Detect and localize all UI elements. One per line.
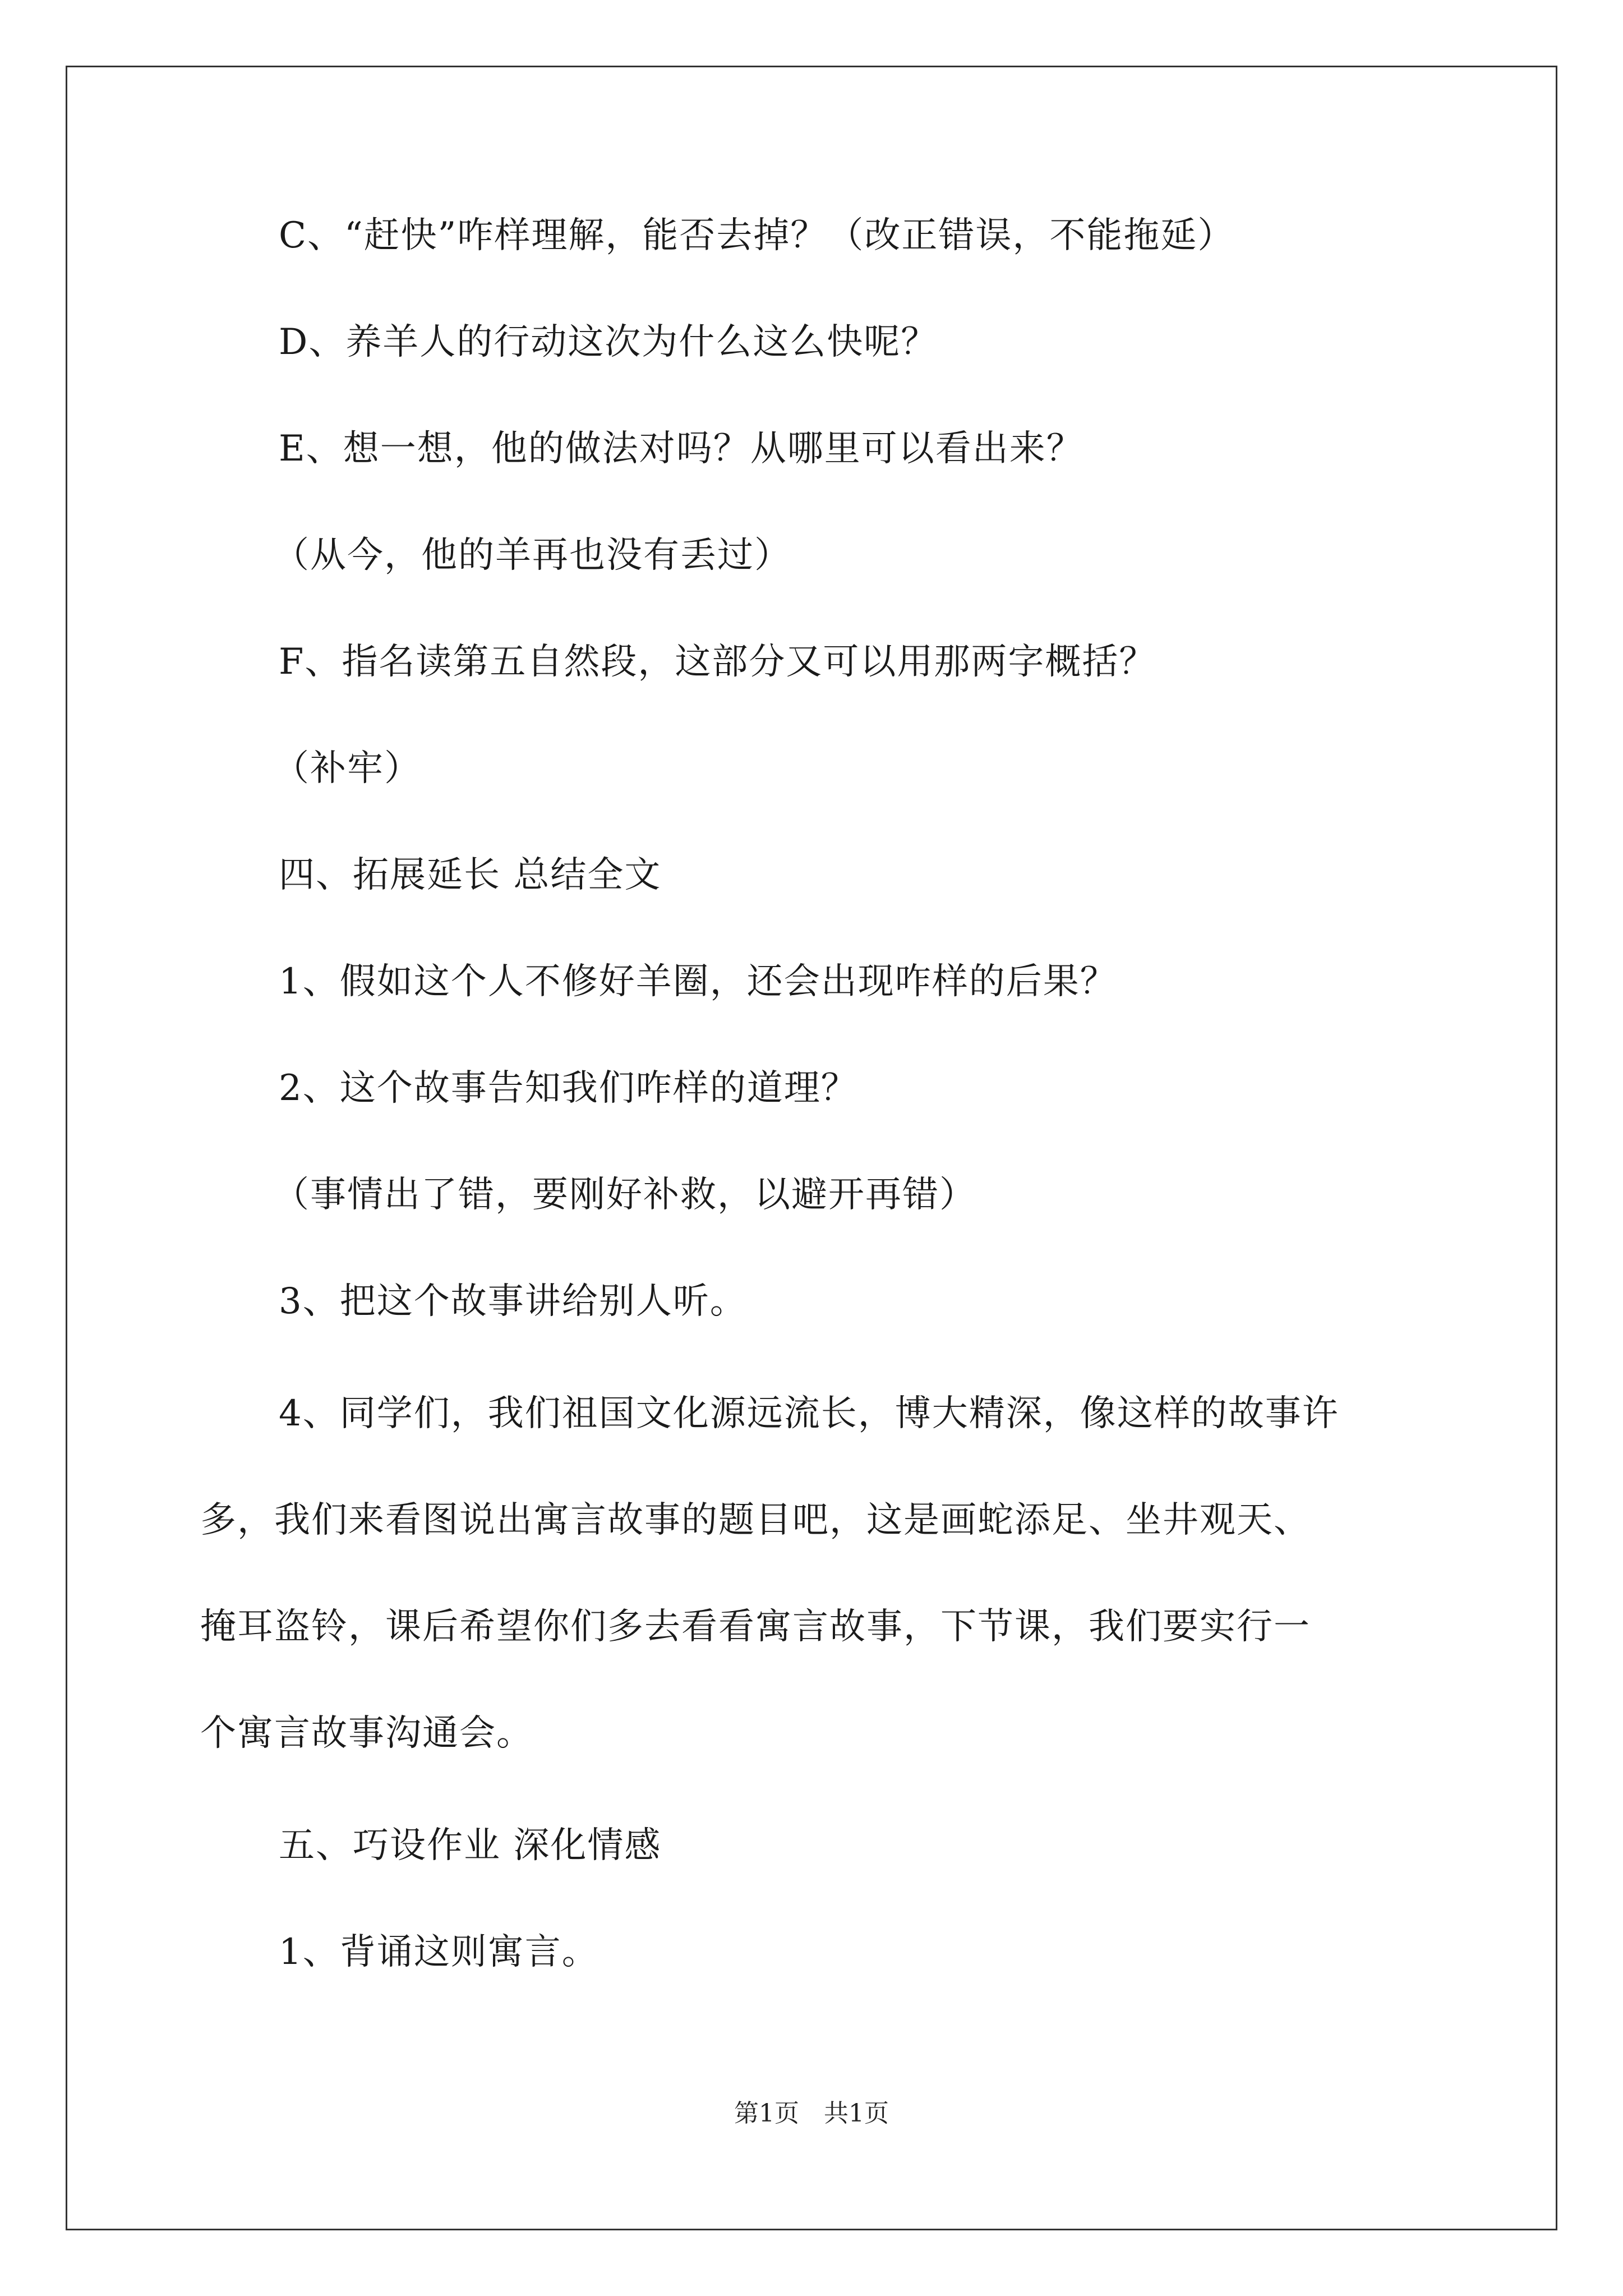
page-number-footer: 第1页 共1页 <box>734 2099 889 2128</box>
text-line-q1: 1、假如这个人不修好羊圈，还会出现咋样的后果？ <box>279 961 1117 1002</box>
section-heading-five: 五、巧设作业 深化情感 <box>279 1825 662 1866</box>
paragraph-line: 4、同学们，我们祖国文化源远流长，博大精深，像这样的故事许 <box>279 1393 1339 1434</box>
text-line-homework-1: 1、背诵这则寓言。 <box>279 1931 599 1973</box>
section-heading-four: 四、拓展延长 总结全文 <box>279 854 662 896</box>
text-line-d: D、养羊人的行动这次为什么这么快呢？ <box>279 321 938 363</box>
text-line-c: C、“赶快”咋样理解，能否去掉？（改正错误，不能拖延） <box>279 215 1235 256</box>
text-line-q3: 3、把这个故事讲给别人听。 <box>279 1281 747 1322</box>
paragraph-line: 多，我们来看图说出寓言故事的题目吧，这是画蛇添足、坐井观天、 <box>200 1499 1311 1541</box>
paragraph-line: 个寓言故事沟通会。 <box>200 1713 533 1754</box>
text-line-f: F、指名读第五自然段，这部分又可以用那两字概括？ <box>279 641 1156 683</box>
text-line-answer-e: （从今，他的羊再也没有丢过） <box>273 535 791 576</box>
paragraph-line: 掩耳盗铃，课后希望你们多去看看寓言故事，下节课，我们要实行一 <box>200 1606 1311 1648</box>
text-line-e: E、想一想，他的做法对吗？从哪里可以看出来？ <box>279 428 1083 470</box>
page-border <box>66 66 1557 2230</box>
text-line-answer-q2: （事情出了错，要刚好补救，以避开再错） <box>273 1174 976 1216</box>
text-line-answer-f: （补牢） <box>273 748 421 789</box>
text-line-q2: 2、这个故事告知我们咋样的道理？ <box>279 1068 858 1109</box>
